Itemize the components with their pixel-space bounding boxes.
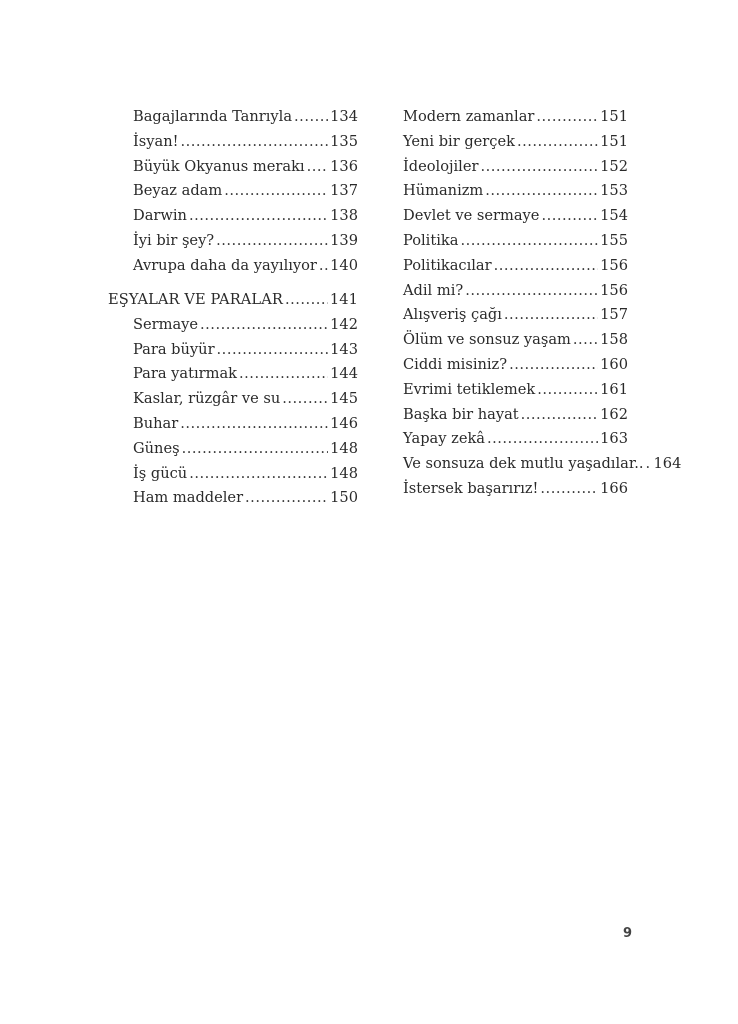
toc-entry-page: 146 — [330, 414, 358, 432]
toc-entry — [403, 229, 628, 254]
toc-entry — [108, 254, 358, 279]
toc-entry — [108, 155, 358, 180]
dot-leader — [460, 229, 598, 254]
toc-entry — [108, 437, 358, 462]
dot-leader — [307, 155, 329, 180]
toc-entry-title: Bagajlarında Tanrıyla — [133, 108, 293, 125]
dot-leader — [294, 105, 328, 130]
toc-entry — [108, 462, 358, 487]
toc-entry-page: 135 — [330, 132, 358, 150]
toc-entry-page: 155 — [600, 231, 628, 249]
toc-entry — [403, 378, 628, 403]
toc-entry — [108, 362, 358, 387]
toc-entry-title: Yeni bir gerçek — [403, 132, 515, 150]
toc-entry-title: Alışveriş çağı — [403, 306, 502, 324]
toc-entry-page: 164 — [653, 455, 682, 473]
dot-leader — [182, 437, 329, 462]
toc-right-column — [403, 105, 682, 502]
toc-left-column — [108, 105, 358, 511]
dot-leader — [540, 477, 598, 502]
toc-entry-page: 156 — [600, 256, 628, 274]
toc-entry — [403, 130, 628, 155]
toc-entry — [108, 338, 358, 363]
toc-entry-title: İsyan! — [133, 132, 179, 150]
page-number: 9 — [622, 926, 632, 941]
toc-entry-title: Güneş — [133, 439, 180, 457]
toc-entry — [108, 179, 358, 204]
toc-entry-title: Ölüm ve sonsuz yaşam — [403, 331, 571, 349]
toc-entry-page: 148 — [330, 464, 358, 482]
toc-entry — [403, 477, 628, 502]
dot-leader — [541, 204, 598, 229]
dot-leader — [504, 303, 598, 328]
toc-entry-title: EŞYALAR VE PARALAR — [108, 290, 283, 308]
toc-entry-page: 166 — [600, 479, 628, 497]
toc-entry-page: 138 — [330, 207, 358, 225]
toc-entry-title: Modern zamanlar — [403, 108, 535, 125]
dot-leader — [494, 254, 599, 279]
toc-entry-title: Darwin — [133, 207, 187, 225]
toc-entry — [403, 303, 628, 328]
toc-entry-title: Ciddi misiniz? — [403, 355, 508, 373]
toc-entry-page: 134 — [330, 108, 358, 125]
toc-entry-page: 152 — [600, 157, 628, 175]
toc-entry — [403, 179, 628, 204]
toc-entry-page: 145 — [330, 390, 358, 408]
dot-leader — [537, 378, 598, 403]
dot-leader — [180, 130, 328, 155]
toc-entry — [108, 204, 358, 229]
toc-entry — [403, 452, 682, 477]
toc-entry — [403, 353, 628, 378]
toc-entry-page: 162 — [600, 405, 628, 423]
toc-entry-page: 163 — [600, 430, 628, 448]
toc-entry — [403, 328, 628, 353]
toc-entry — [108, 105, 358, 130]
dot-leader — [509, 353, 598, 378]
toc-entry-title: Büyük Okyanus merakı — [133, 157, 305, 175]
toc-entry-page: 153 — [600, 182, 628, 200]
toc-entry-page: 160 — [600, 355, 628, 373]
dot-leader — [282, 387, 328, 412]
toc-entry-title: Hümanizm — [403, 182, 484, 200]
dot-leader — [573, 328, 598, 353]
toc-entry-title: Beyaz adam — [133, 182, 223, 200]
dot-leader — [285, 288, 328, 313]
toc-entry-title: Sermaye — [133, 315, 199, 333]
toc-entry-title: Para büyür — [133, 340, 215, 358]
dot-leader — [485, 179, 598, 204]
toc-entry-title: Evrimi tetiklemek — [403, 380, 536, 398]
toc-entry — [403, 105, 628, 130]
toc-entry — [403, 279, 628, 304]
toc-entry — [108, 486, 358, 511]
toc-entry-title: Politika — [403, 231, 459, 249]
toc-entry-title: Başka bir hayat — [403, 405, 519, 423]
toc-entry-page: 139 — [330, 231, 358, 249]
toc-entry-page: 141 — [329, 290, 358, 308]
toc-entry-title: Politikacılar — [403, 256, 492, 274]
toc-entry-page: 143 — [330, 340, 358, 358]
dot-leader — [487, 427, 598, 452]
toc-entry-title: Ve sonsuza dek mutlu yaşadılar.. — [403, 455, 644, 473]
toc-entry — [108, 130, 358, 155]
toc-entry-page: 156 — [600, 281, 628, 299]
toc-entry — [403, 427, 628, 452]
toc-entry-page: 142 — [330, 315, 358, 333]
dot-leader — [200, 313, 328, 338]
toc-entry-page: 151 — [600, 132, 628, 150]
toc-entry — [403, 155, 628, 180]
toc-entry-title: Devlet ve sermaye — [403, 207, 540, 225]
toc-entry-page: 157 — [600, 306, 628, 324]
dot-leader — [180, 412, 328, 437]
toc-entry-title: Buhar — [133, 414, 179, 432]
dot-leader — [480, 155, 598, 180]
toc-entry-page: 158 — [600, 331, 628, 349]
toc-entry — [108, 229, 358, 254]
toc-entry — [108, 412, 358, 437]
toc-entry — [403, 204, 628, 229]
toc-entry-page: 161 — [600, 380, 628, 398]
toc-entry-page: 150 — [330, 489, 358, 507]
dot-leader — [216, 229, 328, 254]
toc-entry — [403, 403, 628, 428]
dot-leader — [189, 462, 328, 487]
toc-entry-title: İstersek başarırız! — [403, 479, 539, 497]
toc-entry-title: Ham maddeler — [133, 489, 244, 507]
toc-entry-title: Yapay zekâ — [403, 430, 485, 448]
toc-section-entry — [108, 288, 358, 313]
toc-entry — [108, 387, 358, 412]
dot-leader — [224, 179, 328, 204]
dot-leader — [217, 338, 329, 363]
toc-entry-page: 144 — [330, 365, 358, 383]
toc-entry-title: İyi bir şey? — [133, 231, 215, 249]
dot-leader — [239, 362, 328, 387]
toc-entry-title: İş gücü — [133, 464, 188, 482]
toc-entry-title: İdeolojiler — [403, 157, 479, 175]
dot-leader — [189, 204, 328, 229]
toc-entry-page: 148 — [330, 439, 358, 457]
dot-leader — [319, 254, 328, 279]
dot-leader — [646, 452, 652, 477]
toc-entry — [108, 313, 358, 338]
toc-entry-page: 151 — [600, 108, 628, 125]
dot-leader — [517, 130, 598, 155]
toc-entry-title: Kaslar, rüzgâr ve su — [133, 390, 281, 408]
toc-entry-page: 136 — [330, 157, 358, 175]
toc-entry-page: 137 — [330, 182, 358, 200]
toc-entry — [403, 254, 628, 279]
toc-entry-title: Avrupa daha da yayılıyor — [133, 256, 317, 274]
toc-entry-page: 154 — [600, 207, 628, 225]
toc-entry-title: Adil mi? — [403, 281, 464, 299]
dot-leader — [465, 279, 598, 304]
dot-leader — [521, 403, 599, 428]
dot-leader — [536, 105, 598, 130]
toc-entry-page: 140 — [330, 256, 358, 274]
toc-entry-title: Para yatırmak — [133, 365, 238, 383]
dot-leader — [245, 486, 328, 511]
